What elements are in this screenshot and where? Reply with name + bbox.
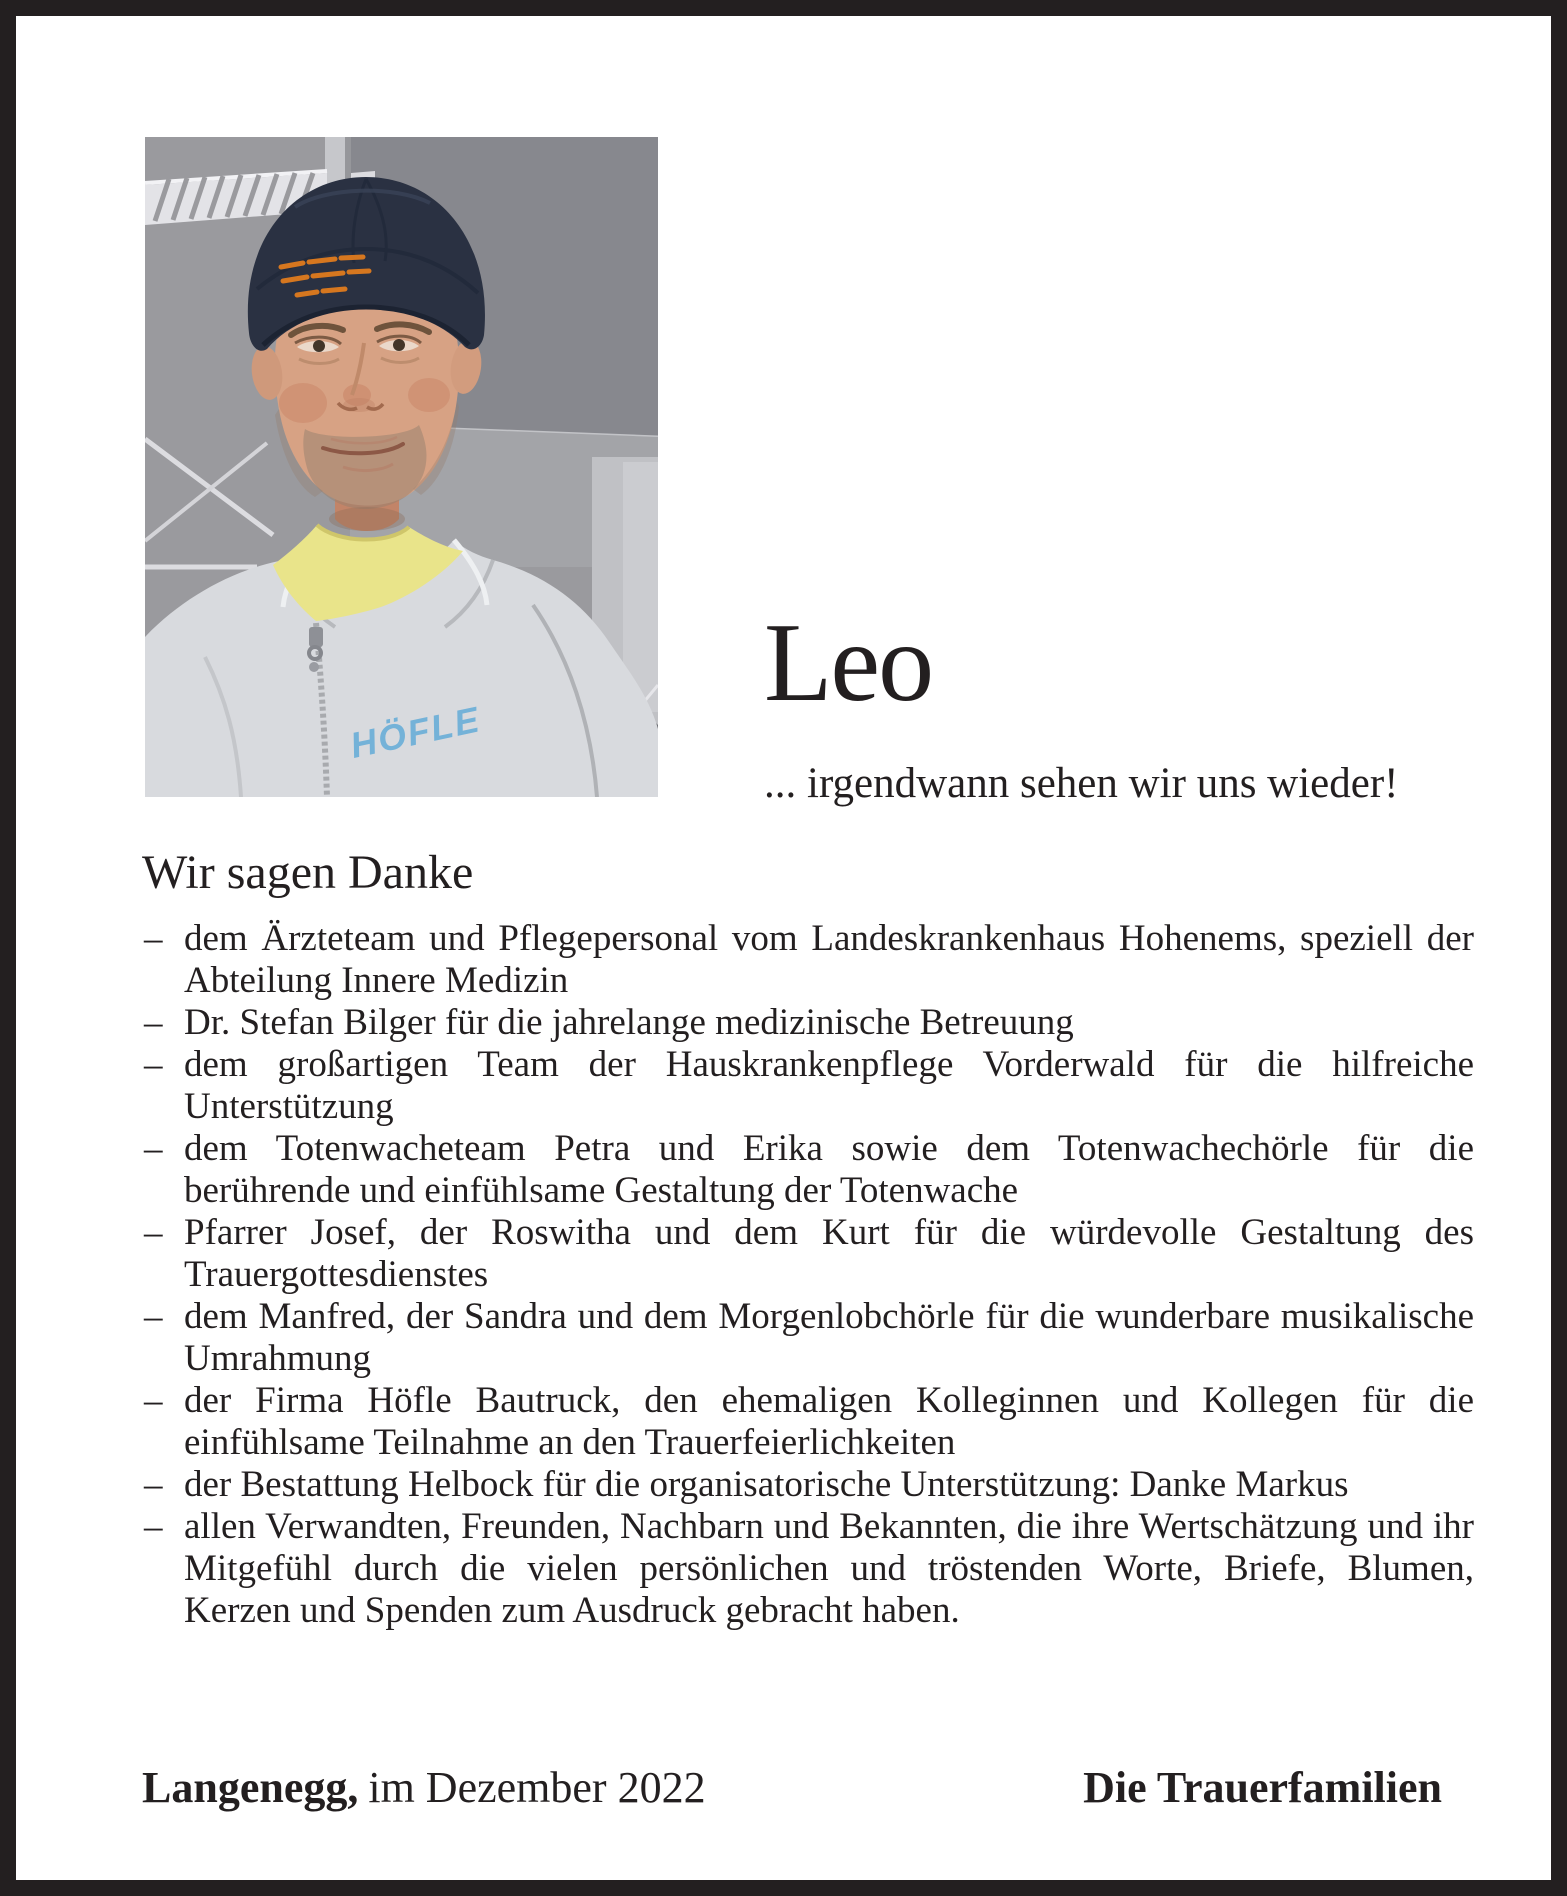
thanks-item-text: der Firma Höfle Bautruck, den ehemaligen Kolleginnen und Kollegen für die einfühlsame Teilnahme an den Trauerfeierlichkeiten [184,1380,1474,1463]
list-dash: – [144,1506,163,1547]
list-dash: – [144,1464,163,1505]
thanks-item [144,1296,1474,1380]
footer-place-date [142,1763,706,1812]
thanks-item [144,1464,1474,1506]
footer-place: Langenegg, [142,1763,359,1812]
thanks-list [144,918,1474,1632]
list-dash: – [144,1296,163,1337]
thanks-item-text: der Bestattung Helbock für die organisatorische Unterstützung: Danke Markus [184,1464,1349,1505]
thanks-item [144,918,1474,1002]
footer-date: im Dezember 2022 [368,1763,706,1812]
thanks-item-text: Pfarrer Josef, der Roswitha und dem Kurt für die würdevolle Gestaltung des Trauergottesdienstes [184,1212,1474,1295]
thanks-item [144,1506,1474,1632]
thanks-item [144,1212,1474,1296]
thanks-item-text: allen Verwandten, Freunden, Nachbarn und Bekannten, die ihre Wertschätzung und ihr Mitgefühl durch die vielen persönlichen und tröstenden Worte, Briefe, Blumen, Kerzen und Spenden zum Ausdruck gebracht haben. [184,1506,1474,1631]
footer-signature: Die Trauerfamilien [1083,1763,1442,1812]
thanks-item [144,1380,1474,1464]
thanks-item-text: dem Ärzteteam und Pflegepersonal vom Landeskrankenhaus Hohenems, speziell der Abteilung Innere Medizin [184,918,1474,1001]
thanks-item-text: Dr. Stefan Bilger für die jahrelange medizinische Betreuung [184,1002,1074,1043]
farewell-text: ... irgendwann sehen wir uns wieder! [764,760,1399,807]
portrait-photo [145,137,658,797]
list-dash: – [144,1044,163,1085]
shirt-logo-text: HÖFLE [346,698,485,766]
list-dash: – [144,918,163,959]
thanks-item [144,1002,1474,1044]
list-dash: – [144,1212,163,1253]
thanks-heading: Wir sagen Danke [142,846,474,899]
thanks-item [144,1044,1474,1128]
list-dash: – [144,1380,163,1421]
list-dash: – [144,1002,163,1043]
deceased-name: Leo [764,601,933,725]
thanks-item [144,1128,1474,1212]
list-dash: – [144,1128,163,1169]
thanks-item-text: dem Manfred, der Sandra und dem Morgenlobchörle für die wunderbare musikalische Umrahmung [184,1296,1474,1379]
thanks-item-text: dem Totenwacheteam Petra und Erika sowie dem Totenwachechörle für die berührende und einfühlsame Gestaltung der Totenwache [184,1128,1474,1211]
thanks-item-text: dem großartigen Team der Hauskrankenpflege Vorderwald für die hilfreiche Unterstützung [184,1044,1474,1127]
